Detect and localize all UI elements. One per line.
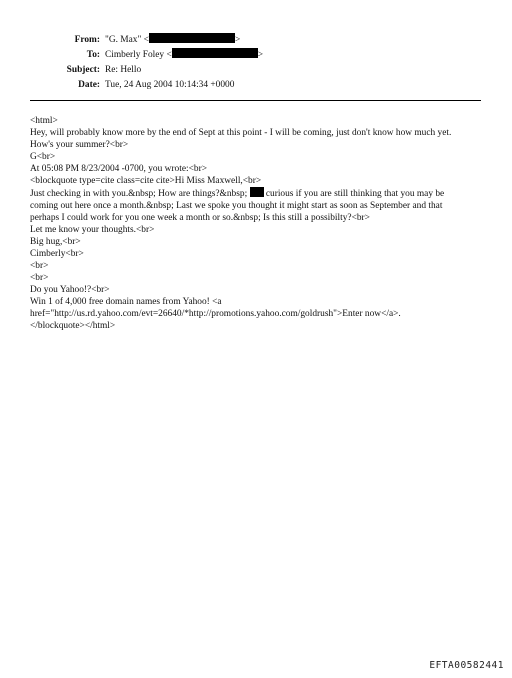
body-line: Cimberly<br> bbox=[30, 249, 84, 259]
body-line: Big hug,<br> bbox=[30, 237, 81, 247]
header-divider bbox=[30, 100, 481, 101]
to-value bbox=[105, 48, 263, 63]
email-header bbox=[0, 33, 512, 93]
body-line: Do you Yahoo!?<br> bbox=[30, 285, 110, 295]
to-name: Cimberly Foley < bbox=[105, 50, 172, 60]
body-line: <html> bbox=[30, 116, 58, 126]
redaction-box bbox=[172, 48, 258, 58]
subject-row bbox=[0, 63, 512, 78]
body-line: coming out here once a month.&nbsp; Last we spoke you thought it might start as soon as September and that bbox=[30, 201, 443, 211]
body-line: <br> bbox=[30, 273, 49, 283]
date-label: Date: bbox=[78, 80, 100, 90]
document-id: EFTA00582441 bbox=[429, 660, 504, 671]
body-text: Just checking in with you.&nbsp; How are things?&nbsp; bbox=[30, 189, 250, 199]
subject-value: Re: Hello bbox=[105, 65, 142, 75]
body-line: Win 1 of 4,000 free domain names from Yahoo! <a bbox=[30, 297, 222, 307]
from-row bbox=[0, 33, 512, 48]
body-line: href="http://us.rd.yahoo.com/evt=26640/*http://promotions.yahoo.com/goldrush">Enter now</a>. bbox=[30, 309, 401, 319]
from-label: From: bbox=[74, 35, 100, 45]
email-body bbox=[30, 115, 482, 332]
body-line: At 05:08 PM 8/23/2004 -0700, you wrote:<br> bbox=[30, 164, 207, 174]
body-line: </blockquote></html> bbox=[30, 321, 116, 331]
body-line: How's your summer?<br> bbox=[30, 140, 129, 150]
date-row bbox=[0, 78, 512, 93]
from-close: > bbox=[234, 35, 241, 45]
redaction-box bbox=[250, 187, 264, 197]
body-line: Hey, will probably know more by the end of Sept at this point - I will be coming, just don't know how much yet. bbox=[30, 128, 452, 138]
body-line: <br> bbox=[30, 261, 49, 271]
date-value: Tue, 24 Aug 2004 10:14:34 +0000 bbox=[105, 80, 235, 90]
body-line: perhaps I could work for you one week a month or so.&nbsp; Is this still a possibilty?<br> bbox=[30, 213, 370, 223]
from-value bbox=[105, 33, 240, 48]
to-label: To: bbox=[86, 50, 100, 60]
body-line: <blockquote type=cite class=cite cite>Hi Miss Maxwell,<br> bbox=[30, 176, 262, 186]
body-line: Let me know your thoughts.<br> bbox=[30, 225, 155, 235]
body-text: curious if you are still thinking that you may be bbox=[263, 189, 445, 199]
body-line: G<br> bbox=[30, 152, 56, 162]
body-line bbox=[30, 187, 482, 200]
from-name: "G. Max" < bbox=[105, 35, 149, 45]
to-close: > bbox=[257, 50, 264, 60]
subject-label: Subject: bbox=[66, 65, 100, 75]
to-row bbox=[0, 48, 512, 63]
redaction-box bbox=[149, 33, 235, 43]
